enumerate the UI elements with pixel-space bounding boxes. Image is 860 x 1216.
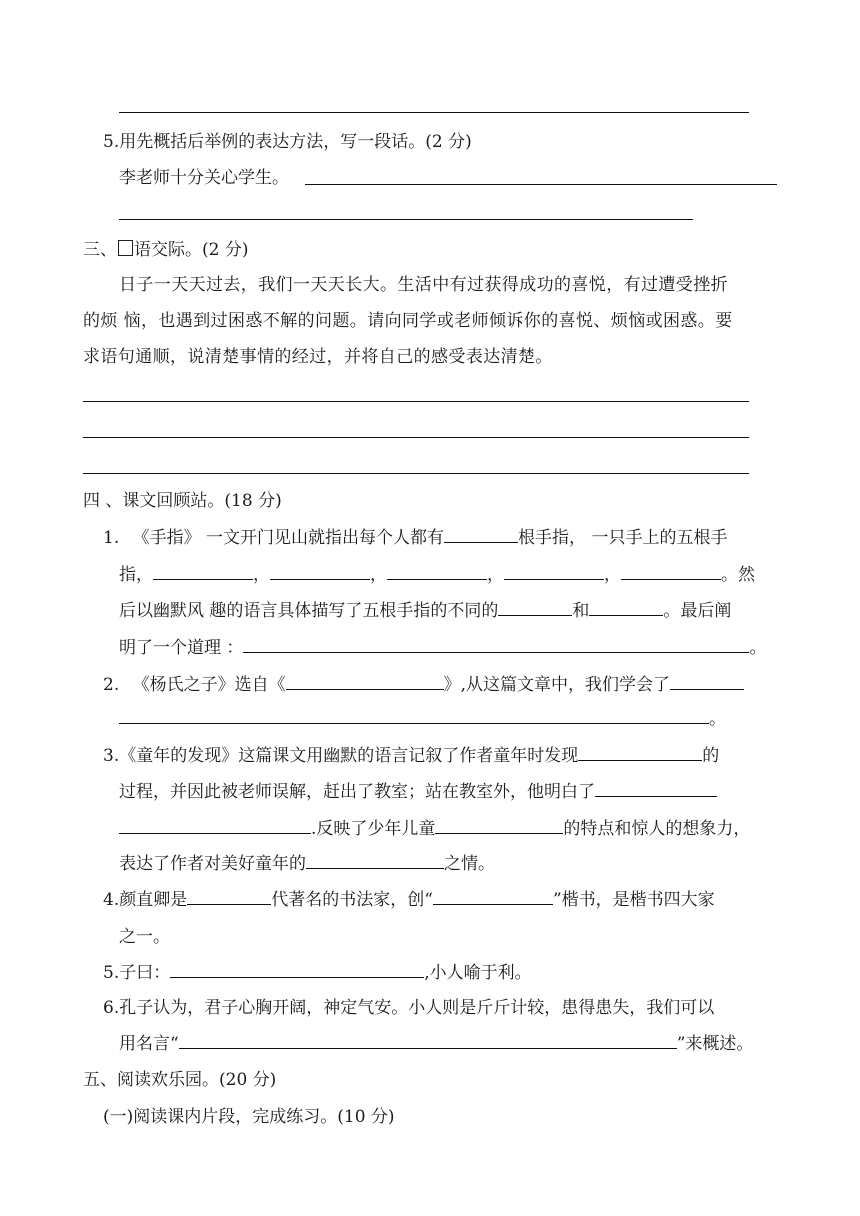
blank[interactable] [435,818,563,834]
item-3-line-4 [119,853,495,875]
item-text: 。 [749,638,767,658]
item-text: 过程，并因此被老师误解，赶出了教室；站在教室外，他明白了 [119,782,595,802]
blank[interactable] [286,674,444,690]
item-text: 4.颜直卿是 [103,890,188,910]
item-text: 指， [119,565,153,585]
section-4-heading: 四 、课文回顾站。(18 分) [83,491,282,511]
section-3-heading [83,239,248,261]
item-4-line-2: 之一。 [119,927,170,947]
question-5-prompt [119,167,289,189]
blank[interactable] [243,637,749,653]
blank[interactable] [444,527,518,543]
item-number: 2. [103,675,120,695]
item-text: 用名言“ [119,1034,179,1054]
item-6-line-2 [119,1033,753,1055]
missing-char-box [118,240,133,256]
item-1-line-4 [119,637,766,659]
section-5-heading: 五、阅读欢乐园。(20 分) [83,1070,277,1090]
separator: ， [487,565,504,585]
section-5-subheading: (一)阅读课内片段，完成练习。(10 分) [103,1107,395,1127]
item-text: 《手指》 一文开门见山就指出每个人都有 [132,528,445,548]
section-3-paragraph-line: 日子一天天过去，我们一天天长大。生活中有过获得成功的喜悦，有过遭受挫折 [119,275,728,295]
blank[interactable] [119,818,311,834]
item-text: 》,从这篇文章中，我们学会了 [443,675,671,695]
item-text: 代著名的书法家，创“ [271,890,433,910]
blank[interactable] [578,745,702,761]
item-6-line-1: 6.孔子认为，君子心胸开阔，神定气安。小人则是斤斤计较，患得患失，我们可以 [103,998,715,1018]
item-text: 明了一个道理 ： [119,638,244,658]
blank[interactable] [589,600,663,616]
item-text: 后以幽默风 趣的语言具体描写了五根手指的不同的 [119,601,499,621]
separator: ， [253,565,270,585]
item-text: 和 [572,601,590,621]
item-number: 1. [103,528,120,548]
item-text: 之情。 [444,854,495,874]
item-5-line [103,962,532,984]
item-2-line-1 [103,674,744,696]
answer-line[interactable] [83,401,749,402]
item-1-line-2 [119,564,755,586]
item-1-line-1 [103,527,727,549]
blank[interactable] [270,564,370,580]
item-text: 的特点和惊人的想象力， [563,819,751,839]
item-text: ”来概述。 [676,1034,754,1054]
item-3-line-2 [119,781,717,803]
blank[interactable] [595,781,717,797]
item-text: 的 [702,746,720,766]
section-3-paragraph-line: 求语句通顺，说清楚事情的经过，并将自己的感受表达清楚。 [83,347,553,367]
item-text: 根手指， 一只手上的五根手 [518,528,728,548]
answer-line[interactable] [119,112,749,113]
blank[interactable] [153,564,253,580]
item-number: 3. [103,746,120,766]
separator: ， [604,565,621,585]
blank[interactable] [621,564,721,580]
blank[interactable] [670,674,744,690]
item-text: .反映了少年儿童 [311,819,436,839]
item-text: 。然 [721,565,755,585]
separator: ， [370,565,387,585]
item-3-line-1 [103,745,719,767]
blank[interactable] [433,889,553,905]
blank[interactable] [504,564,604,580]
prompt-text: 李老师十分关心学生。 [119,168,289,188]
item-text: ”楷书，是楷书四大家 [552,890,715,910]
blank[interactable] [179,1033,677,1049]
answer-line[interactable] [83,473,749,474]
heading-text: 语交际。(2 分) [134,240,249,260]
item-text: 《杨氏之子》选自《 [132,675,286,695]
blank[interactable] [187,889,271,905]
item-1-line-3 [119,600,731,622]
answer-line[interactable] [305,184,777,185]
answer-line[interactable] [83,437,749,438]
answer-line[interactable] [119,219,693,220]
item-3-line-3 [119,818,750,840]
item-text: 5.子曰： [103,963,171,983]
item-text: 。 [709,709,726,729]
blank[interactable] [498,600,572,616]
question-5-title: 5.用先概括后举例的表达方法，写一段话。(2 分) [103,132,472,152]
item-text: ,小人喻于利。 [424,963,532,983]
blank[interactable] [170,962,424,978]
blank[interactable] [119,708,709,724]
item-text: 《童年的发现》这篇课文用幽默的语言记叙了作者童年时发现 [119,746,579,766]
item-text: 表达了作者对美好童年的 [119,854,306,874]
blank[interactable] [306,853,444,869]
heading-prefix: 三、 [83,240,117,260]
blank[interactable] [387,564,487,580]
section-3-paragraph-line: 的烦 恼，也遇到过困惑不解的问题。请向同学或老师倾诉你的喜悦、烦恼或困惑。要 [83,311,733,331]
item-2-line-2 [119,708,726,730]
item-4-line-1 [103,889,715,911]
item-text: 。最后阐 [663,601,732,621]
